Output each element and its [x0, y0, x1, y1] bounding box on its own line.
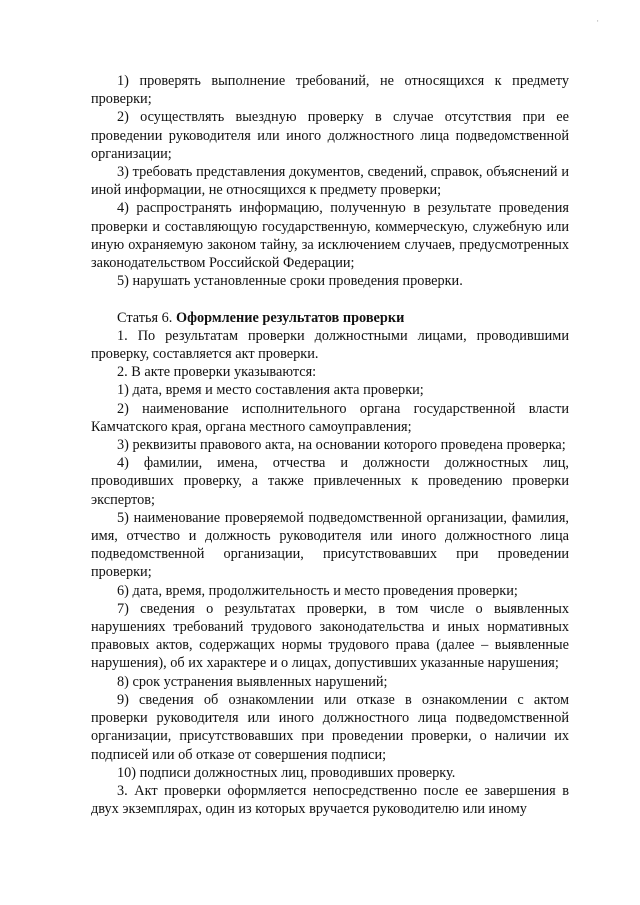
paragraph: 5) нарушать установленные сроки проведения проверки. — [117, 273, 463, 290]
article-heading — [91, 309, 569, 327]
paragraph: 10) подписи должностных лиц, проводивших проверку. — [117, 764, 456, 781]
paragraph: 2) осуществлять выездную проверку в случае отсутствия при ее проведении руководителя или иного должностного лица подведомственной организации; — [91, 109, 569, 162]
article-title: Оформление результатов проверки — [175, 309, 405, 326]
paragraph: 3. Акт проверки оформляется непосредственно после ее завершения в двух экземплярах, один из которых вручается руководителю или иному — [91, 782, 569, 818]
paragraph: 4) фамилии, имена, отчества и должности должностных лиц, проводивших проверку, а также привлеченных к проведению проверки экспертов; — [91, 455, 569, 508]
paragraph: 6) дата, время, продолжительность и место проведения проверки; — [117, 582, 518, 599]
corner-mark: ' — [597, 20, 599, 27]
paragraph: 4) распространять информацию, полученную в результате проведения проверки и составляющую государственную, коммерческую, служебную или иную охраняемую законом тайну, за исключением случаев, предусмотренных законодательством Российской Федерации; — [91, 200, 569, 272]
paragraph: 1) проверять выполнение требований, не относящихся к предмету проверки; — [91, 73, 569, 108]
paragraph: 3) реквизиты правового акта, на основании которого проведена проверка; — [117, 437, 566, 454]
paragraph: 1. По результатам проверки должностными лицами, проводившими проверку, составляется акт проверки. — [91, 327, 569, 363]
paragraph: 2) наименование исполнительного органа государственной власти Камчатского края, органа местного самоуправления; — [91, 400, 569, 435]
paragraph: 1) дата, время и место составления акта проверки; — [117, 382, 424, 399]
paragraph: 5) наименование проверяемой подведомственной организации, фамилия, имя, отчество и должность руководителя или иного должностного лица подведомственной организации, присутствовавших при проведении проверки; — [91, 509, 569, 581]
paragraph: 7) сведения о результатах проверки, в том числе о выявленных нарушениях требований трудового законодательства и иных нормативных правовых актов, содержащих нормы трудового права (далее – выявленные нарушения), об их характере и о лицах, допустивших указанные нарушения; — [91, 600, 569, 672]
paragraph: 8) срок устранения выявленных нарушений; — [117, 673, 388, 690]
paragraph: 9) сведения об ознакомлении или отказе в ознакомлении с актом проверки руководителя или иного должностного лица подведомственной организации, присутствовавших при проведении проверки, о наличии их подписей или об отказе от совершения подписи; — [91, 691, 569, 763]
document-body — [91, 72, 569, 818]
article-prefix: Статья 6. — [117, 309, 176, 326]
paragraph: 2. В акте проверки указываются: — [117, 364, 317, 381]
paragraph: 3) требовать представления документов, сведений, справок, объяснений и иной информации, не относящихся к предмету проверки; — [91, 164, 569, 199]
